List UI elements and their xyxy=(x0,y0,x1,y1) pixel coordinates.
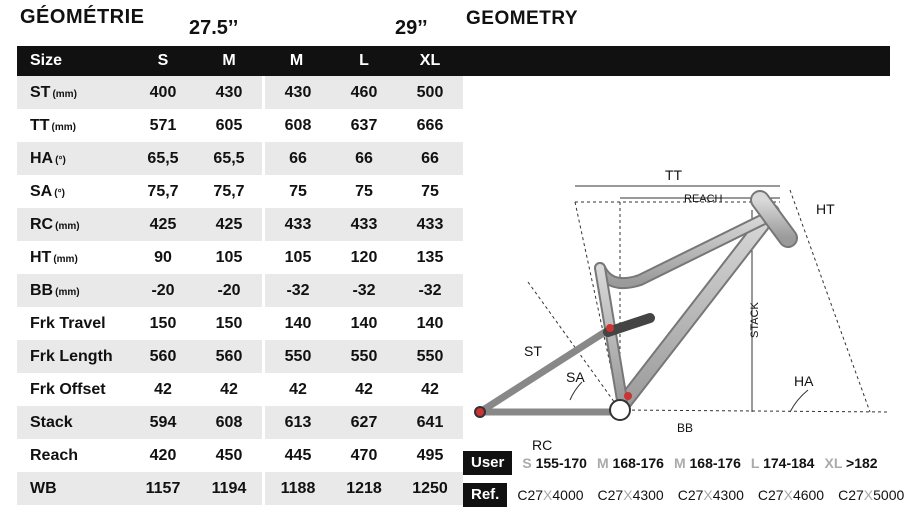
user-size-letter: M xyxy=(596,455,609,471)
table-row xyxy=(17,274,463,307)
row-label-text: HT xyxy=(30,248,52,266)
table-cell: 425 xyxy=(196,208,262,241)
row-label xyxy=(17,373,130,406)
header-size-label: Size xyxy=(30,52,63,69)
row-label-text: ST xyxy=(30,83,51,101)
table-cell: 66 xyxy=(331,142,397,175)
ref-number: 4600 xyxy=(792,487,825,503)
table-cell: 613 xyxy=(262,406,331,439)
user-size-range: 155-170 xyxy=(535,455,587,471)
user-size-item xyxy=(751,455,815,471)
ref-prefix: C27 xyxy=(517,487,544,503)
label-reach: REACH xyxy=(684,193,723,205)
table-cell: 627 xyxy=(331,406,397,439)
table-cell: 75 xyxy=(262,175,331,208)
table-row xyxy=(17,439,463,472)
table-row xyxy=(17,241,463,274)
table-cell: 42 xyxy=(262,373,331,406)
table-cell: 550 xyxy=(262,340,331,373)
table-cell: 470 xyxy=(331,439,397,472)
table-cell: 594 xyxy=(130,406,196,439)
table-cell: 433 xyxy=(331,208,397,241)
row-label-text: HA xyxy=(30,149,54,167)
row-label-text: Frk Offset xyxy=(30,380,106,398)
table-row xyxy=(17,76,463,109)
table-cell: 1188 xyxy=(262,472,331,505)
table-cell: 1250 xyxy=(397,472,463,505)
row-label-text: Frk Travel xyxy=(30,314,106,332)
table-cell: 1157 xyxy=(130,472,196,505)
table-cell: -20 xyxy=(130,274,196,307)
user-tag: User xyxy=(463,451,512,475)
label-sa: SA xyxy=(566,369,585,385)
ref-x: X xyxy=(623,487,633,503)
label-tt: TT xyxy=(665,167,683,183)
user-size-item xyxy=(522,455,587,471)
row-label-text: Frk Length xyxy=(30,347,113,365)
table-cell: 66 xyxy=(262,142,331,175)
table-cell: 420 xyxy=(130,439,196,472)
ref-tag: Ref. xyxy=(463,483,507,507)
row-label-text: BB xyxy=(30,281,54,299)
table-cell: -32 xyxy=(331,274,397,307)
table-cell: -32 xyxy=(262,274,331,307)
header-size-4: L xyxy=(359,52,369,69)
row-label-text: Reach xyxy=(30,446,79,464)
table-cell: 75 xyxy=(331,175,397,208)
row-label xyxy=(17,208,130,241)
label-stack: STACK xyxy=(749,302,761,338)
table-cell: 75,7 xyxy=(196,175,262,208)
user-size-row xyxy=(463,451,888,475)
table-row xyxy=(17,406,463,439)
table-cell: 425 xyxy=(130,208,196,241)
ref-item xyxy=(517,487,583,503)
table-row xyxy=(17,340,463,373)
ref-item xyxy=(758,487,824,503)
row-label-text: SA xyxy=(30,182,53,200)
table-cell: 105 xyxy=(196,241,262,274)
label-st: ST xyxy=(524,343,542,359)
table-cell: 400 xyxy=(130,76,196,109)
ref-item xyxy=(838,487,904,503)
user-size-item xyxy=(597,455,664,471)
table-row xyxy=(17,175,463,208)
row-unit: (mm) xyxy=(53,253,78,265)
row-unit: (mm) xyxy=(55,220,80,232)
ref-number: 4300 xyxy=(632,487,664,503)
table-cell: 1194 xyxy=(196,472,262,505)
row-unit: (°) xyxy=(55,154,66,166)
ref-number: 4000 xyxy=(552,487,584,503)
user-size-item xyxy=(824,455,877,471)
label-rc: RC xyxy=(532,437,553,450)
table-cell: 120 xyxy=(331,241,397,274)
table-cell: 75,7 xyxy=(130,175,196,208)
table-cell: 450 xyxy=(196,439,262,472)
table-cell: 1218 xyxy=(331,472,397,505)
ref-row xyxy=(463,483,918,507)
table-cell: 605 xyxy=(196,109,262,142)
ref-x: X xyxy=(783,487,793,503)
user-size-range: 174-184 xyxy=(763,455,815,471)
table-cell: 150 xyxy=(130,307,196,340)
row-unit: (mm) xyxy=(55,286,80,298)
table-cell: 445 xyxy=(262,439,331,472)
table-row xyxy=(17,109,463,142)
ref-prefix: C27 xyxy=(757,487,784,503)
table-cell: 90 xyxy=(130,241,196,274)
table-cell: 42 xyxy=(397,373,463,406)
ref-item xyxy=(598,487,664,503)
row-label xyxy=(17,340,130,373)
table-cell: 430 xyxy=(196,76,262,109)
row-label xyxy=(17,472,130,505)
ref-prefix: C27 xyxy=(838,487,864,503)
row-label xyxy=(17,274,130,307)
row-unit: (°) xyxy=(54,187,65,199)
bike-frame xyxy=(475,200,788,420)
table-cell: 105 xyxy=(262,241,331,274)
row-label xyxy=(17,109,130,142)
ref-x: X xyxy=(703,487,713,503)
row-label-text: WB xyxy=(30,479,57,497)
ref-prefix: C27 xyxy=(677,487,704,503)
wheel-size-small: 27.5’’ xyxy=(189,17,239,39)
table-cell: 571 xyxy=(130,109,196,142)
ref-number: 5000 xyxy=(873,487,905,503)
geometry-lines xyxy=(480,190,890,412)
row-label xyxy=(17,307,130,340)
table-cell: 66 xyxy=(397,142,463,175)
table-row xyxy=(17,373,463,406)
table-cell: 608 xyxy=(196,406,262,439)
table-cell: 666 xyxy=(397,109,463,142)
table-cell: -32 xyxy=(397,274,463,307)
table-cell: 500 xyxy=(397,76,463,109)
table-cell: 560 xyxy=(130,340,196,373)
ref-x: X xyxy=(863,487,874,503)
geometry-table xyxy=(17,46,463,505)
table-header-row xyxy=(17,46,463,76)
table-cell: 135 xyxy=(397,241,463,274)
table-cell: 42 xyxy=(130,373,196,406)
table-cell: -20 xyxy=(196,274,262,307)
table-cell: 42 xyxy=(331,373,397,406)
table-cell: 150 xyxy=(196,307,262,340)
row-label xyxy=(17,241,130,274)
table-row xyxy=(17,142,463,175)
table-row xyxy=(17,307,463,340)
user-size-letter: M xyxy=(673,455,686,471)
table-cell: 42 xyxy=(196,373,262,406)
user-size-range: >182 xyxy=(846,455,878,471)
row-label xyxy=(17,76,130,109)
table-cell: 641 xyxy=(397,406,463,439)
table-cell: 560 xyxy=(196,340,262,373)
ref-x: X xyxy=(543,487,553,503)
page-title-en: GEOMETRY xyxy=(466,8,579,29)
header-size-2: M xyxy=(222,52,236,69)
header-size-1: S xyxy=(157,52,169,69)
table-cell: 75 xyxy=(397,175,463,208)
table-cell: 550 xyxy=(397,340,463,373)
user-size-letter: XL xyxy=(824,455,843,471)
table-cell: 433 xyxy=(262,208,331,241)
row-unit: (mm) xyxy=(51,121,76,133)
user-size-letter: S xyxy=(522,455,532,471)
row-label-text: TT xyxy=(30,116,50,134)
table-cell: 460 xyxy=(331,76,397,109)
row-label xyxy=(17,175,130,208)
table-cell: 495 xyxy=(397,439,463,472)
user-size-item xyxy=(674,455,741,471)
row-label-text: RC xyxy=(30,215,54,233)
ref-number: 4300 xyxy=(712,487,744,503)
table-cell: 550 xyxy=(331,340,397,373)
bike-geometry-diagram xyxy=(460,150,900,450)
row-label xyxy=(17,142,130,175)
table-cell: 140 xyxy=(262,307,331,340)
row-unit: (mm) xyxy=(52,88,77,100)
user-size-letter: L xyxy=(750,455,760,471)
table-cell: 140 xyxy=(397,307,463,340)
table-cell: 637 xyxy=(331,109,397,142)
table-cell: 608 xyxy=(262,109,331,142)
ref-prefix: C27 xyxy=(597,487,624,503)
table-cell: 140 xyxy=(331,307,397,340)
table-cell: 430 xyxy=(262,76,331,109)
label-bb: BB xyxy=(677,421,694,435)
page-title-fr: GÉOMÉTRIE xyxy=(20,6,145,28)
row-label xyxy=(17,406,130,439)
table-row xyxy=(17,208,463,241)
user-size-range: 168-176 xyxy=(689,455,741,471)
row-label-text: Stack xyxy=(30,413,73,431)
user-size-range: 168-176 xyxy=(612,455,664,471)
table-cell: 65,5 xyxy=(130,142,196,175)
row-label xyxy=(17,439,130,472)
header-size-5: XL xyxy=(419,52,441,69)
header-size-3: M xyxy=(289,52,304,69)
table-cell: 433 xyxy=(397,208,463,241)
table-cell: 65,5 xyxy=(196,142,262,175)
ref-item xyxy=(678,487,744,503)
table-row xyxy=(17,472,463,505)
label-ha: HA xyxy=(794,373,814,389)
label-ht: HT xyxy=(816,201,835,217)
wheel-size-large: 29’’ xyxy=(395,17,428,39)
